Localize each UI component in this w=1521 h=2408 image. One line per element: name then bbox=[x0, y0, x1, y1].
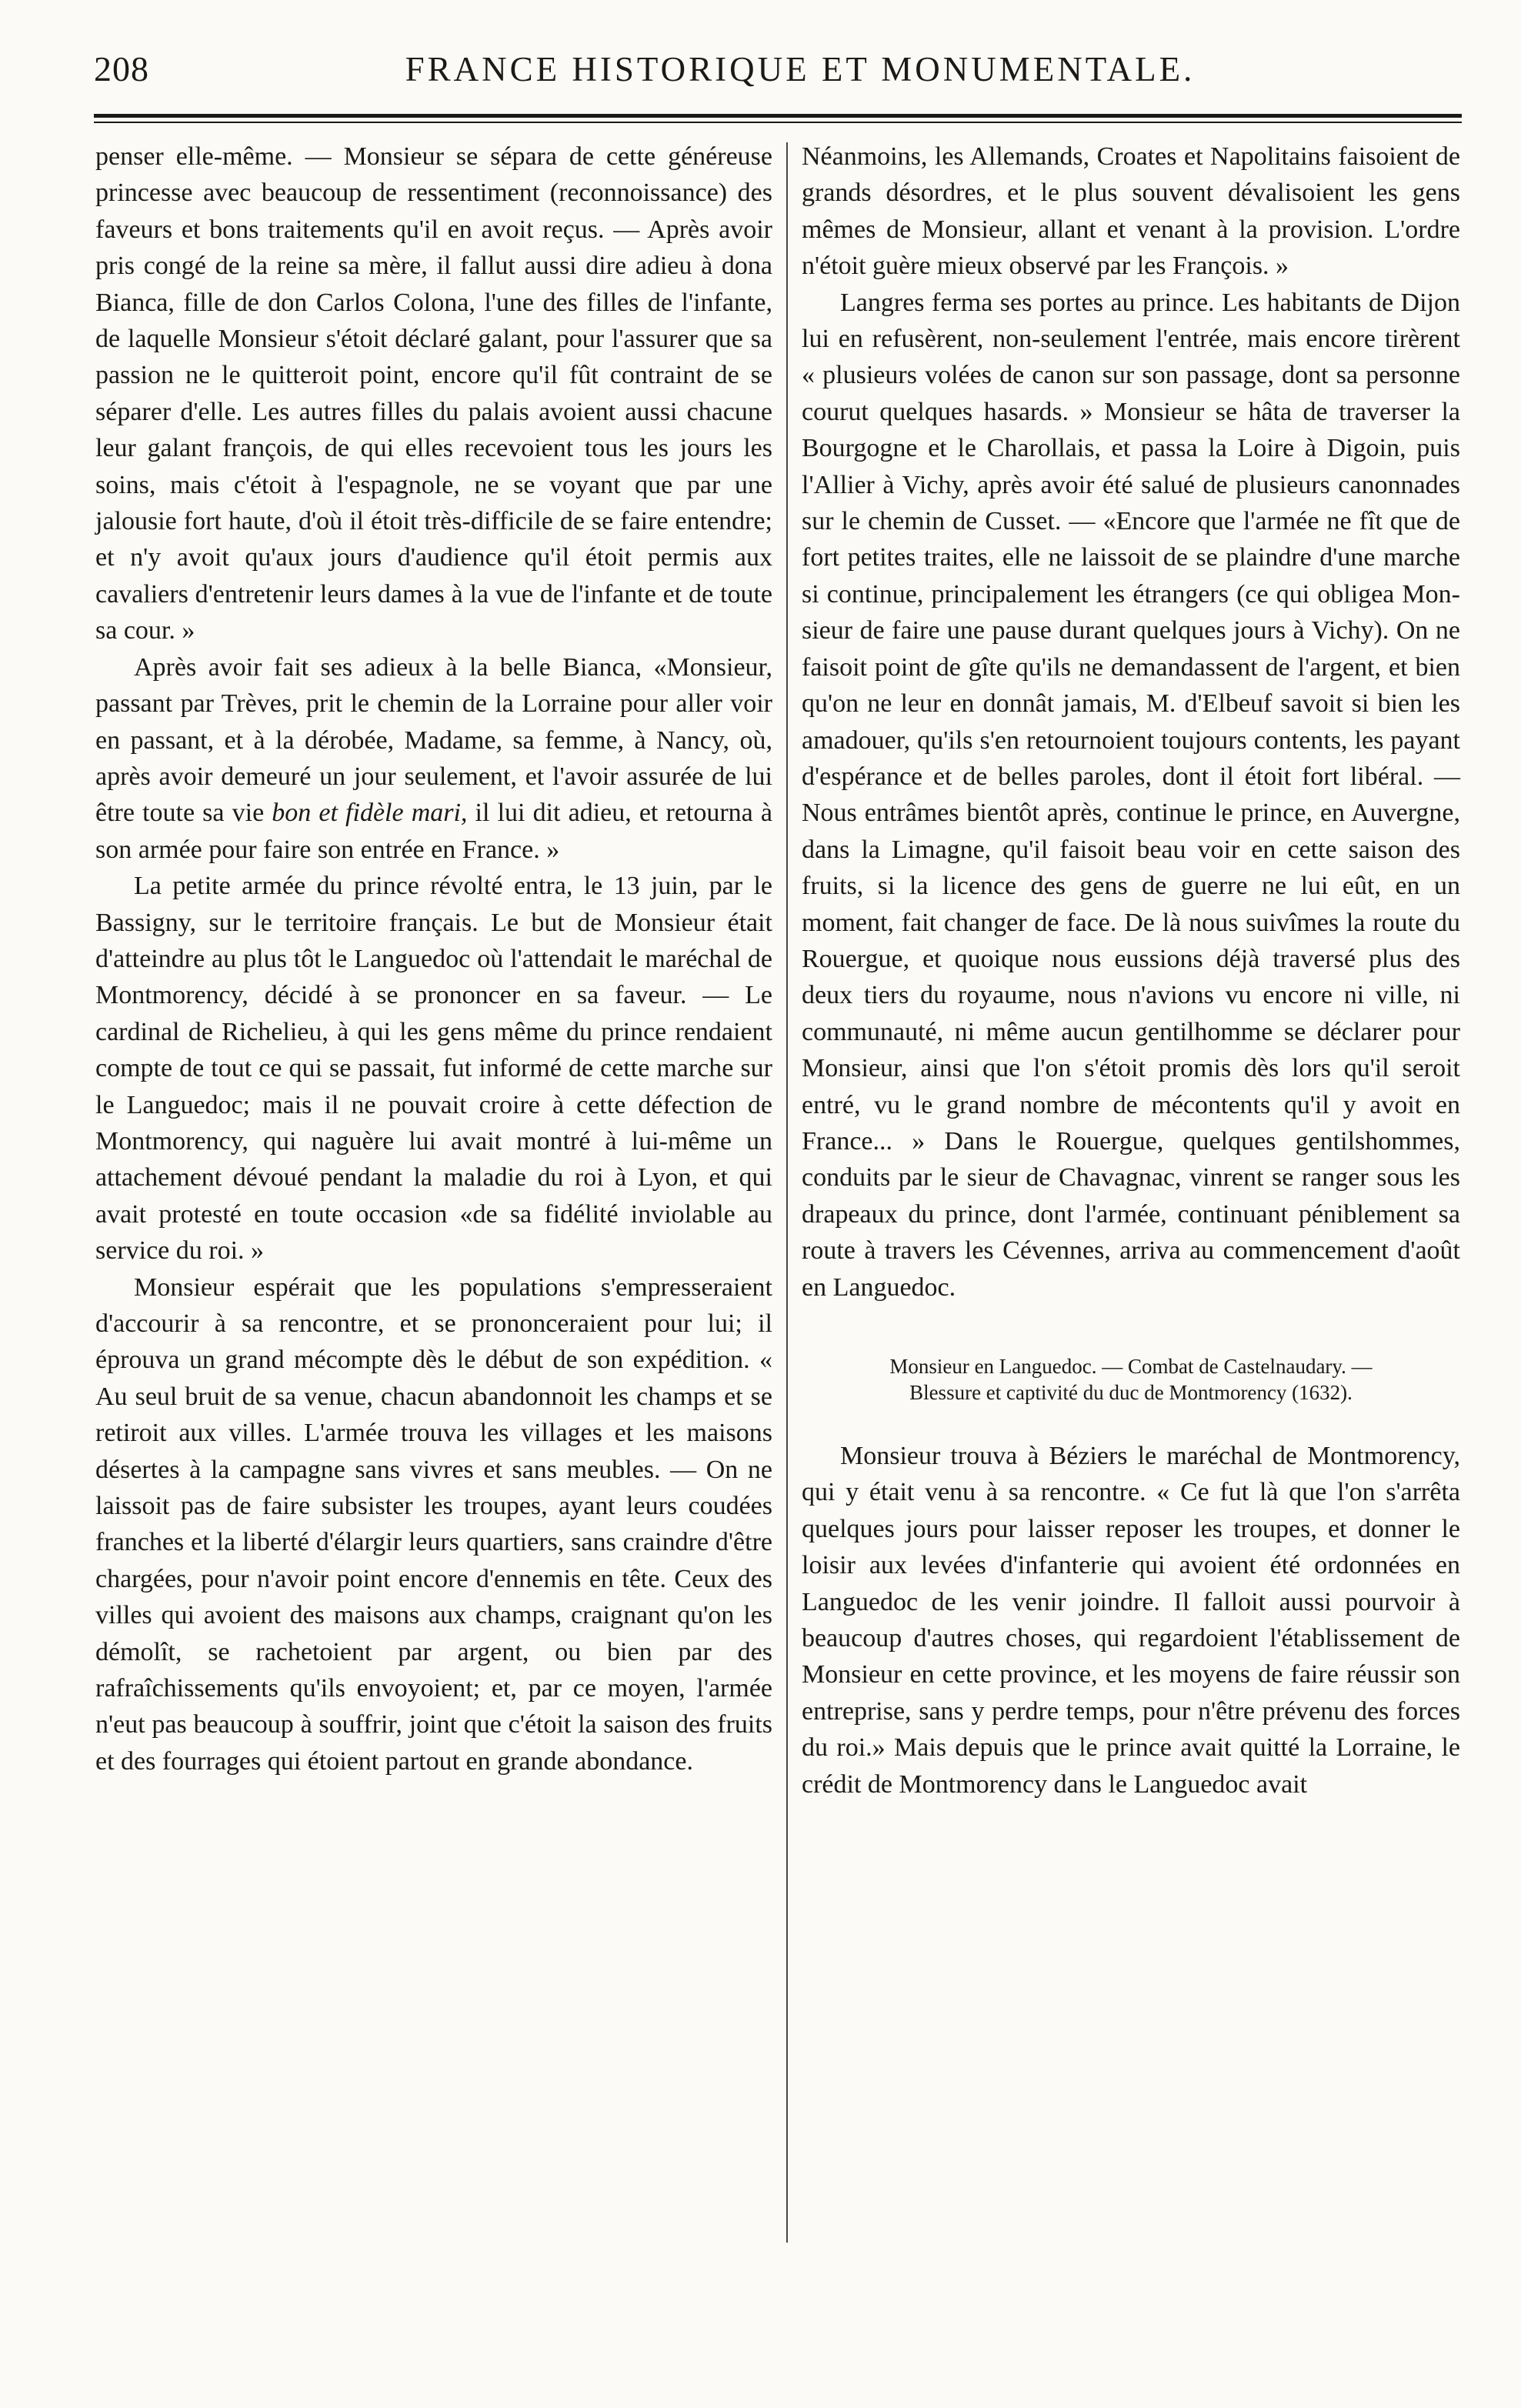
paragraph bbox=[95, 649, 772, 868]
right-column bbox=[802, 138, 1460, 1803]
section-heading-line: Blessure et captivité du duc de Montmorency (1632). bbox=[909, 1381, 1353, 1404]
paragraph: Monsieur espérait que les populations s'empresseraient d'accourir à sa rencontre, et se prononceraient pour lui; il éprouva un grand mécompte dès le début de son expédition. « Au seul bruit de sa venue, chacun abandonnoit les champs et se retiroit aux villes. L'armée trouva les villages et les maisons désertes à la campagne sans vivres et sans meubles. — On ne laissoit pas de faire subsister les troupes, ayant leurs coudées franches et la liberté d'élargir leurs quartiers, sans craindre d'être chargées, pour n'avoir point encore d'ennemis en tête. Ceux des villes qui avoient des maisons aux champs, craignant qu'on les démolît, se rachetoient par argent, ou bien par des rafraîchissements qu'ils envoyoient; et, par ce moyen, l'armée n'eut pas beaucoup à souffrir, joint que c'étoit la saison des fruits et des fourrages qui étoient partout en grande abondance. bbox=[95, 1272, 772, 1776]
page-header bbox=[0, 46, 1521, 92]
paragraph: La petite armée du prince révolté entra, le 13 juin, par le Bassigny, sur le territoire français. Le but de Monsieur était d'atteindre au plus tôt le Languedoc où l'attendait le maréchal de Montmorency, décidé à se prononcer en sa faveur. — Le cardinal de Richelieu, à qui les gens même du prince rendaient compte de tout ce qui se passait, fut informé de cette marche sur le Languedoc; mais il ne pouvait croire à cette défection de Montmorency, qui naguère lui avait montré à lui-même un attachement dévoué pendant la maladie du roi à Lyon, et qui avait protesté en toute occasion «de sa fidélité inviolable au service du roi. » bbox=[95, 872, 772, 1266]
section-heading-line: Monsieur en Languedoc. — Combat de Castelnaudary. — bbox=[889, 1355, 1373, 1378]
paragraph: penser elle-même. — Monsieur se sépara de cette généreuse princesse avec beaucoup de ressentiment (reconnoissance) des faveurs et bons traitements qu'il en avoit reçus. — Après avoir pris congé de la reine sa mère, il fallut aussi dire adieu à dona Bianca, fille de don Carlos Colona, l'une des filles de l'infante, de laquelle Monsieur s'étoit déclaré galant, pour l'assurer que sa passion ne le quitteroit point, encore qu'il fût contraint de se séparer d'elle. Les autres filles du palais avoient aussi chacune leur galant françois, de qui elles recevoient tous les jours les soins, mais c'étoit à l'espagnole, ne se voyant que par une jalousie fort haute, d'où il étoit très-difficile de se faire entendre; et n'y avoit qu'aux jours d'audience qu'il étoit permis aux cavaliers d'entretenir leurs dames à la vue de l'infante et de toute sa cour. » bbox=[95, 142, 772, 645]
paragraph-text: Après avoir fait ses adieux à la belle Bianca, «Monsieur, passant par Trèves, prit le chemin de la Lorraine pour aller voir en passant, et à la dérobée, Madame, sa femme, à Nancy, où, après avoir demeuré un jour seulement, et l'avoir assurée de lui être toute sa vie bbox=[95, 652, 772, 828]
column-divider bbox=[786, 142, 788, 2243]
left-column bbox=[95, 138, 772, 1779]
header-rule-thick bbox=[94, 114, 1462, 118]
paragraph-text: il lui dit adieu, et retourna à son armée pour faire son entrée en France. » bbox=[95, 799, 772, 864]
section-heading bbox=[802, 1353, 1460, 1406]
header-rule-thin bbox=[94, 122, 1462, 123]
paragraph: Néanmoins, les Allemands, Croates et Napolitains faisoient de grands désordres, et le plus souvent dévalisoient les gens mêmes de Monsieur, allant et venant à la provision. L'ordre n'étoit guère mieux observé par les François. » bbox=[802, 142, 1460, 281]
page-number: 208 bbox=[94, 49, 149, 88]
paragraph: Langres ferma ses portes au prince. Les habitants de Dijon lui en refusèrent, non-seulement l'entrée, mais encore tirèrent « plusieurs volées de canon sur son passage, dont sa personne courut quelques hasards. » Monsieur se hâta de traverser la Bourgogne et le Charollais, et passa la Loire à Digoin, puis l'Allier à Vichy, après avoir été salué de plusieurs canonnades sur le chemin de Cusset. — «Encore que l'armée ne fît que de fort petites traites, elle ne laissoit de se plaindre d'une marche si continue, principalement les étrangers (ce qui obligea Monsieur de faire une pause durant quelques jours à Vichy). On ne faisoit point de gîte qu'ils ne demandassent de l'argent, et bien qu'on ne leur en donnât jamais, M. d'Elbeuf savoit si bien les amadouer, qu'ils s'en retournoient toujours contents, les payant d'espérance et de belles paroles, dont il étoit fort libéral. — Nous entrâmes bientôt après, continue le prince, en Auvergne, dans la Limagne, qu'il faisoit beau voir en cette saison des fruits, si la licence des gens de guerre ne lui eût, en un moment, fait changer de face. De là nous suivîmes la route du Rouergue, et quoique nous eussions déjà traversé plus des deux tiers du royaume, nous n'avions vu encore ni ville, ni communauté, ni même aucun gentilhomme se déclarer pour Monsieur, ainsi que l'on s'étoit promis dès lors qu'il seroit entré, vu le grand nombre de mécontents qu'il y avoit en France... » Dans le Rouergue, quelques gentilshommes, conduits par le sieur de Chavagnac, vinrent se ranger sous les drapeaux du prince, dont l'armée, continuant péniblement sa route à travers les Cévennes, arriva au commencement d'août en Languedoc. bbox=[802, 288, 1460, 1302]
paragraph: Monsieur trouva à Béziers le maréchal de Montmorency, qui y était venu à sa rencontre. « Ce fut là que l'on s'arrêta quelques jours pour laisser reposer les troupes, et donner le loisir aux levées d'infanterie qui avoient été ordonnées en Languedoc de les venir joindre. Il falloit aussi pourvoir à beaucoup d'autres choses, qui regardoient l'établissement de Monsieur en cette province, et les moyens de faire réussir son entreprise, sans y perdre temps, pour n'être prévenu des forces du roi.» Mais depuis que le prince avait quitté la Lorraine, le crédit de Montmorency dans le Languedoc avait bbox=[802, 1442, 1460, 1799]
running-title: FRANCE HISTORIQUE ET MONUMENTALE. bbox=[405, 50, 1196, 88]
italic-quote: bon et fidèle mari, bbox=[272, 799, 468, 828]
